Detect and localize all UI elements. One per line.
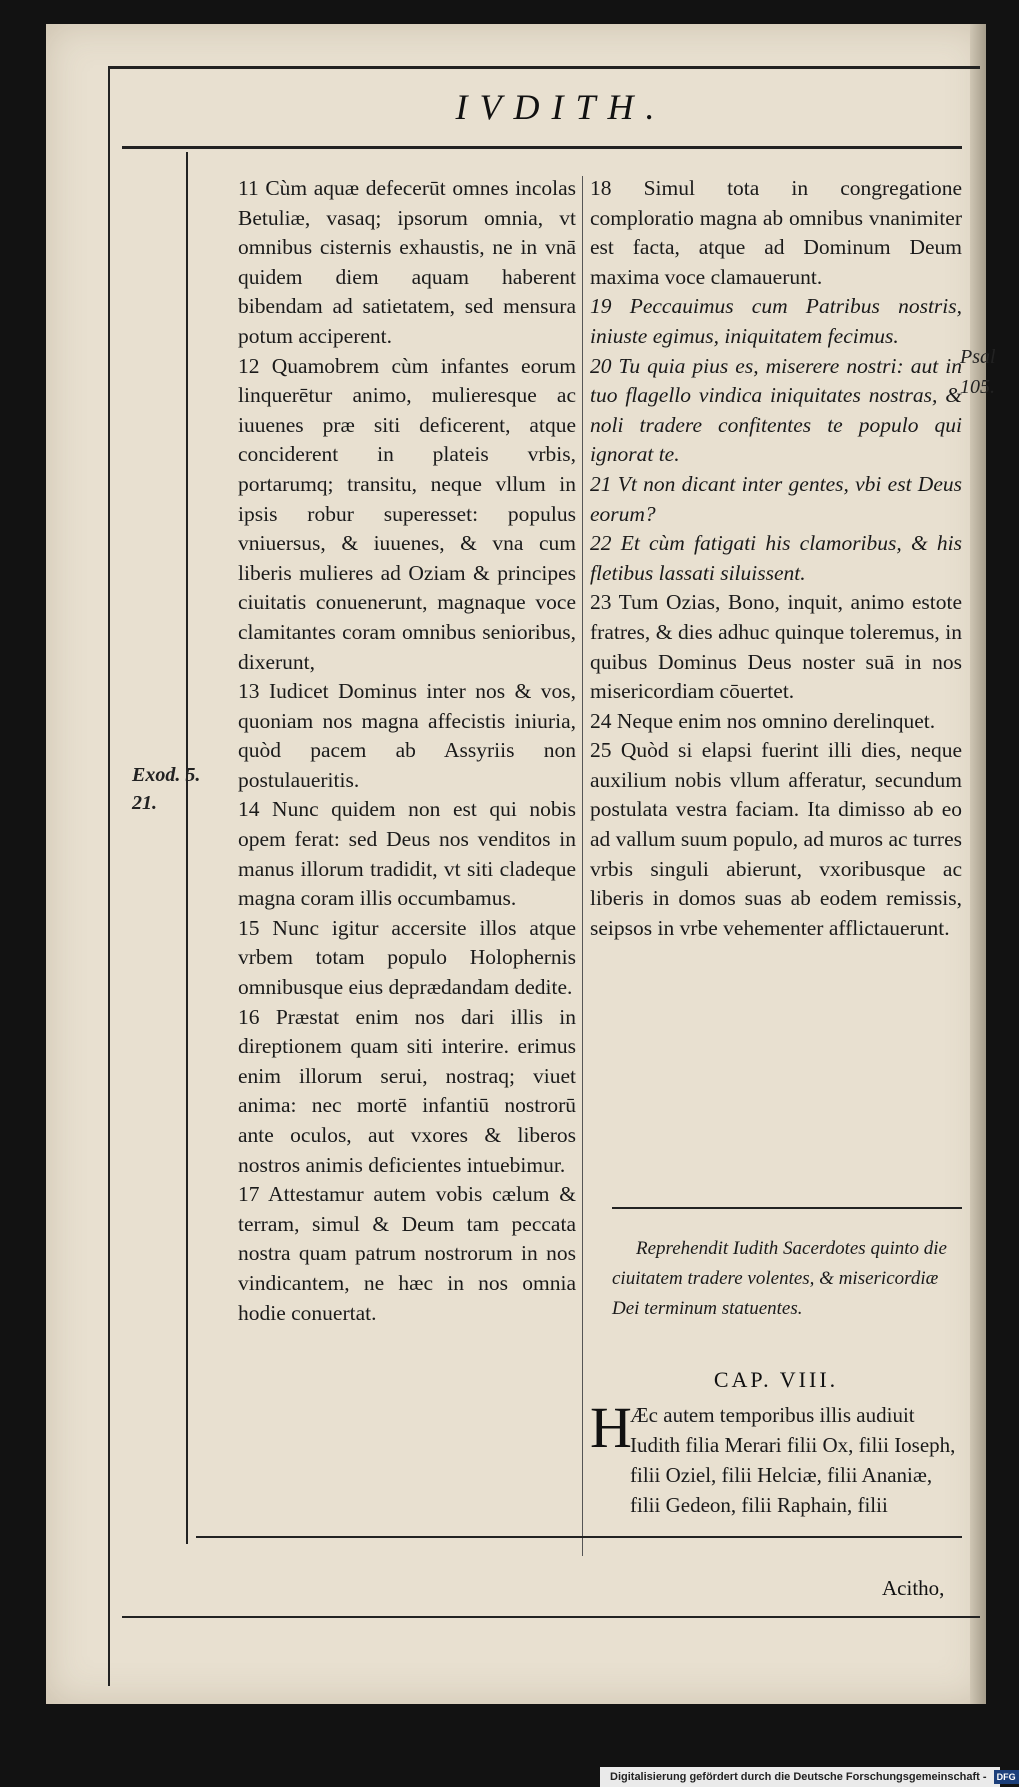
verse: 11 Cùm aquæ defecerūt omnes incolas Betuliæ, vasaq; ipsorum omnia, vt omnibus cisternis exhaustis, ne in vnā quidem diem aquam haberent bibendam ad satietatem, sed mensura potum acciperent. (238, 176, 576, 348)
verse: 20 Tu quia pius es, miserere nostri: aut in tuo flagello vindica iniquitates nostras, & noli tradere confitentes te populo qui ignorat te. (590, 353, 962, 467)
chapter-text: Æc autem temporibus illis audiuit Iudith filia Merari filii Ox, filii Ioseph, filii Oziel, filii Helciæ, filii Ananiæ, filii Gedeon, filii Raphain, filii (630, 1403, 956, 1517)
verse: 18 Simul tota in congregatione comploratio magna ab omnibus vnanimiter est facta, atque ad Dominum Deum maxima voce clamauerunt. (590, 176, 962, 289)
verse: 25 Quòd si elapsi fuerint illi dies, neque auxilium nobis vllum afferatur, secundum postulata vestra faciam. Ita dimisso ab eo ad vallum suum populo, ad muros ac turres vrbis singuli abierunt, vxoribusque ac liberis in domos suas ab eodem remissis, seipsos in vrbe vehementer afflictauerunt. (590, 738, 962, 940)
drop-cap: H (590, 1395, 632, 1460)
margin-note-right-line: Psal (960, 346, 996, 368)
margin-note-right (960, 342, 996, 402)
column-divider (582, 176, 583, 1556)
verse: 14 Nunc quidem non est qui nobis opem ferat: sed Deus nos venditos in manus illorum tradidit, vt siti cladeque magna coram illis occumbamus. (238, 797, 576, 911)
digitization-footer (600, 1767, 1016, 1787)
verse: 17 Attestamur autem vobis cælum & terram, simul & Deum tam peccata nostra quam patrum nostrorum in nos vindicantem, ne hæc in nos omnia hodie conuertat. (238, 1182, 576, 1325)
dfg-logo-icon: DFG (994, 1770, 1019, 1784)
left-rule (108, 66, 110, 1686)
head-rule (122, 146, 962, 149)
chapter-heading: CAP. VIII. (713, 1367, 839, 1392)
page-edge (970, 24, 986, 1704)
chapter-summary: Reprehendit Iudith Sacerdotes quinto die ciuitatem tradere volentes, & misericordiæ Dei terminum statuentes. (612, 1238, 947, 1319)
margin-note-left (132, 761, 200, 817)
top-rule (108, 66, 980, 69)
verse: 23 Tum Ozias, Bono, inquit, animo estote fratres, & dies adhuc quinque toleremus, in quibus Dominus Deus noster suā in nos misericordiam cōuertet. (590, 590, 962, 704)
verse: 13 Iudicet Dominus inter nos & vos, quoniam nos magna affecistis iniuria, quòd pacem ab Assyriis non postulaueritis. (238, 679, 576, 792)
verse: 12 Quamobrem cùm infantes eorum linquerētur animo, mulieresque ac iuuenes præ siti deficerent, atque conciderent in plateis vrbis, portarumq; transitu, neque vllum in ipsis robur superesset: populus vniuersus, & iuuenes, & vna cum liberis mulieres ad Oziam & principes ciuitatis conuenerunt, magnaque voce clamitantes coram omnibus senioribus, dixerunt, (238, 353, 576, 674)
footer-text: Digitalisierung gefördert durch die Deutsche Forschungsgemeinschaft - (610, 1771, 987, 1783)
verse: 19 Peccauimus cum Patribus nostris, iniuste egimus, iniquitatem fecimus. (590, 294, 962, 348)
margin-note-right-line: 105. (960, 376, 995, 398)
left-column-rule (186, 152, 188, 1544)
verse: 24 Neque enim nos omnino derelinquet. (590, 708, 936, 733)
verse: 16 Præstat enim nos dari illis in direptionem quam siti interire. erimus enim illorum serui, nostraq; viuet anima: nec mortē infantiū nostrorū ante oculos, aut vxores & liberos nostros animis deficientes intuebimur. (238, 1004, 576, 1177)
margin-note-left-line: 21. (132, 792, 157, 814)
left-column (238, 174, 576, 1328)
summary-rule (612, 1207, 962, 1209)
margin-note-left-line: Exod. 5. (132, 764, 201, 786)
book-page (46, 24, 996, 1704)
verse: 22 Et cùm fatigati his clamoribus, & his fletibus lassati siluissent. (590, 531, 962, 585)
verse: 15 Nunc igitur accersite illos atque vrbem totam populo Holophernis omnibusque eius deprædandam dedite. (238, 915, 576, 1000)
right-column (590, 174, 962, 943)
bottom-rule (196, 1536, 962, 1538)
footer-rule (122, 1616, 980, 1618)
verse: 21 Vt non dicant inter gentes, vbi est Deus eorum? (590, 471, 962, 526)
running-head: IVDITH. (455, 87, 667, 127)
catchword: Acitho, (882, 1576, 945, 1600)
